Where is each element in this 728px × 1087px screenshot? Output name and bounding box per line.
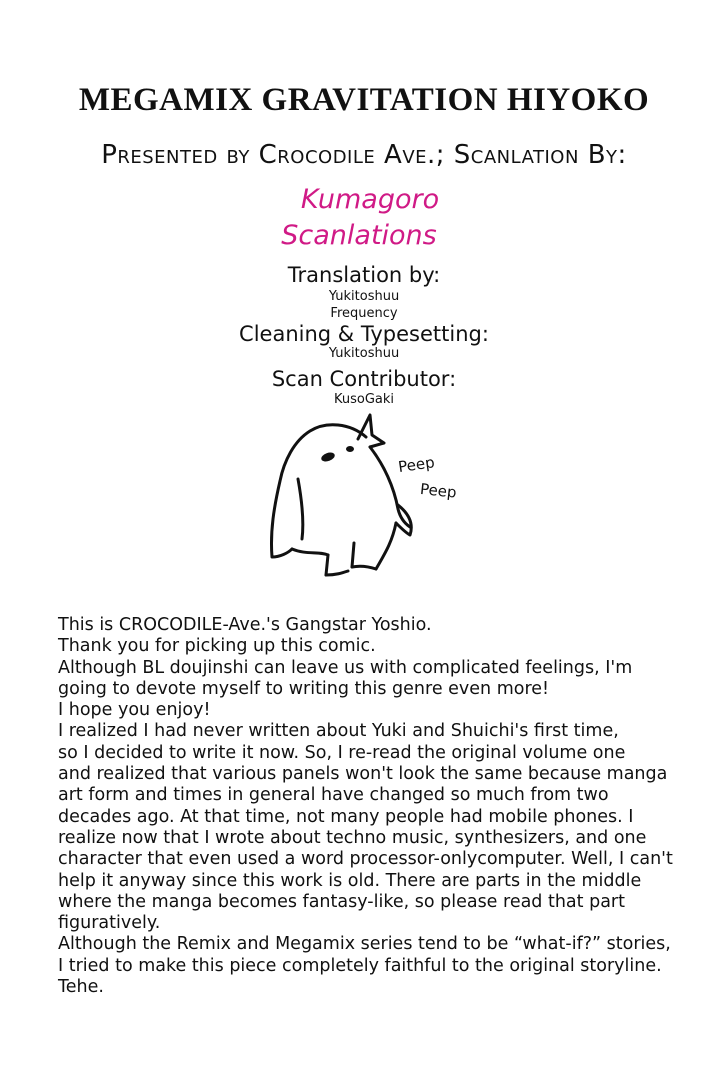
- text-line: figuratively.: [58, 913, 161, 934]
- scan-contributor-name: KusoGaki: [333, 392, 395, 407]
- text-line: This is CROCODILE-Ave.'s Gangstar Yoshio.: [58, 615, 432, 635]
- text-line: Although BL doujinshi can leave us with complicated feelings, I'm: [58, 657, 633, 678]
- peep-sfx: Peep: [397, 453, 436, 477]
- text-line: going to devote myself to writing this genre even more!: [58, 678, 550, 699]
- text-line: I realized I had never written about Yuki and Shuichi's first time,: [58, 721, 619, 742]
- text-line: realize now that I wrote about techno music, synthesizers, and one: [58, 827, 647, 848]
- text-line: Although the Remix and Megamix series tend to be “what-if?” stories,: [58, 934, 671, 955]
- text-line: Thank you for picking up this comic.: [58, 636, 376, 657]
- text-line: help it anyway since this work is old. There are parts in the middle: [58, 870, 642, 891]
- afterword-text: [58, 615, 698, 998]
- text-line: I hope you enjoy!: [58, 700, 211, 721]
- text-line: art form and times in general have changed so much from two: [58, 785, 609, 806]
- translation-heading: Translation by:: [287, 263, 441, 287]
- scanlation-group-name-line1: Kumagoro: [300, 184, 440, 215]
- typesetter-name: Yukitoshuu: [328, 346, 400, 361]
- scan-contributor-heading: Scan Contributor:: [271, 367, 457, 391]
- text-line: I tried to make this piece completely faithful to the original storyline.: [58, 955, 662, 976]
- text-line: so I decided to write it now. So, I re-read the original volume one: [58, 742, 626, 763]
- peep-sfx: Peep: [419, 479, 458, 502]
- cleaning-typesetting-heading: Cleaning & Typesetting:: [239, 322, 489, 346]
- presented-by-line: Presented by Crocodile Ave.; Scanlation By:: [101, 140, 627, 170]
- translator-name: Yukitoshuu: [328, 289, 400, 304]
- text-line: character that even used a word processor-onlycomputer. Well, I can't: [58, 849, 673, 870]
- page-title: MEGAMIX GRAVITATION HIYOKO: [78, 82, 650, 118]
- text-line: and realized that various panels won't look the same because manga: [58, 764, 668, 785]
- text-line: Tehe.: [58, 977, 104, 998]
- translator-name: Frequency: [330, 306, 398, 321]
- text-line: where the manga becomes fantasy-like, so please read that part: [58, 891, 625, 912]
- scanlation-group-name-line2: Scanlations: [281, 220, 437, 251]
- text-line: decades ago. At that time, not many people had mobile phones. I: [58, 806, 634, 827]
